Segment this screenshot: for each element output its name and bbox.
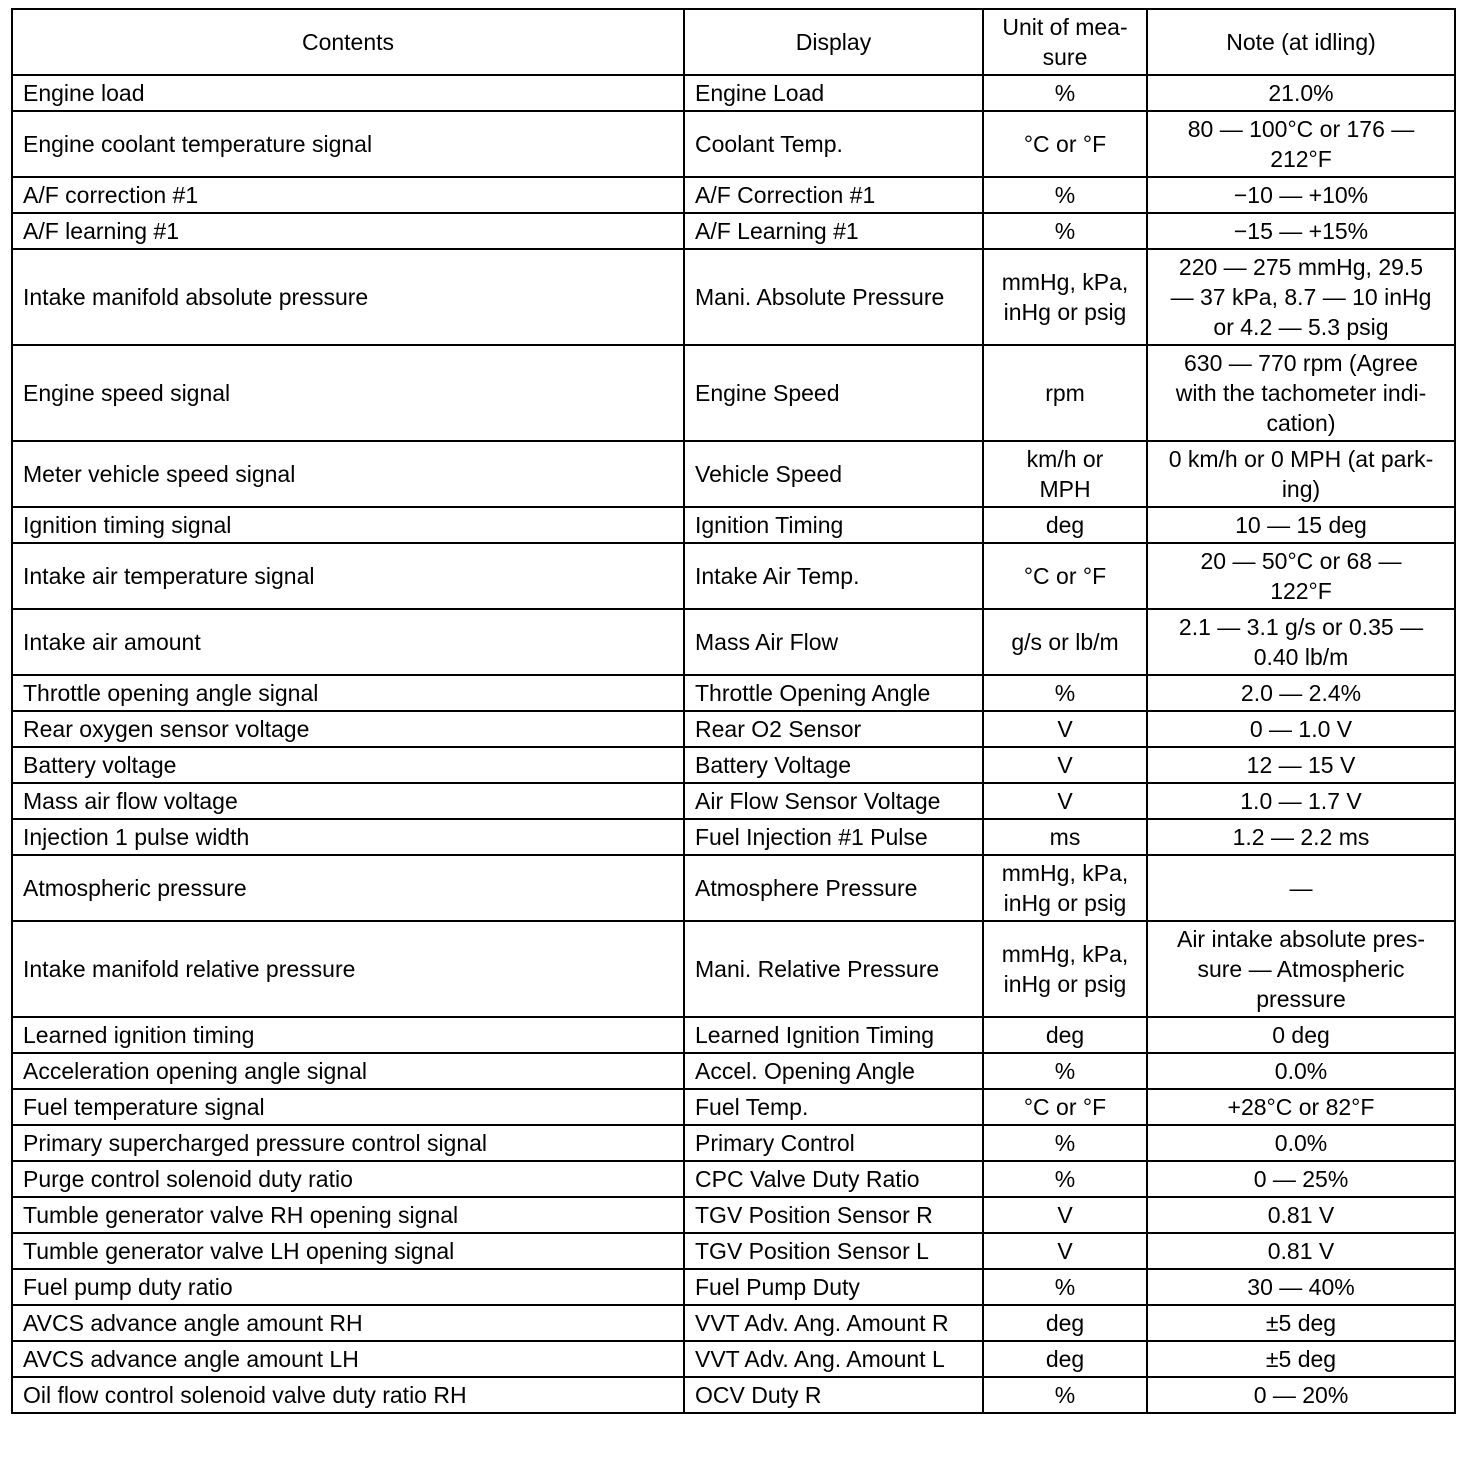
- table-row: [12, 213, 1455, 249]
- cell-note: 0 — 25%: [1147, 1161, 1455, 1197]
- cell-contents: Ignition timing signal: [12, 507, 684, 543]
- table-row: [12, 1161, 1455, 1197]
- cell-display: Air Flow Sensor Voltage: [684, 783, 983, 819]
- cell-unit: deg: [983, 507, 1147, 543]
- cell-display: Rear O2 Sensor: [684, 711, 983, 747]
- cell-display: VVT Adv. Ang. Amount L: [684, 1341, 983, 1377]
- cell-contents: Injection 1 pulse width: [12, 819, 684, 855]
- cell-unit: %: [983, 1125, 1147, 1161]
- cell-unit: ms: [983, 819, 1147, 855]
- cell-note: ±5 deg: [1147, 1341, 1455, 1377]
- table-row: [12, 345, 1455, 441]
- header-display: Display: [684, 9, 983, 75]
- cell-display: Vehicle Speed: [684, 441, 983, 507]
- data-monitor-table: [11, 8, 1456, 1414]
- table-row: [12, 1341, 1455, 1377]
- cell-contents: Fuel pump duty ratio: [12, 1269, 684, 1305]
- header-contents: Contents: [12, 9, 684, 75]
- cell-contents: Intake air temperature signal: [12, 543, 684, 609]
- cell-unit: deg: [983, 1017, 1147, 1053]
- cell-display: Fuel Temp.: [684, 1089, 983, 1125]
- cell-contents: Throttle opening angle signal: [12, 675, 684, 711]
- cell-contents: Intake manifold absolute pressure: [12, 249, 684, 345]
- table-body: [12, 75, 1455, 1413]
- cell-display: A/F Correction #1: [684, 177, 983, 213]
- cell-unit: %: [983, 1269, 1147, 1305]
- cell-display: TGV Position Sensor L: [684, 1233, 983, 1269]
- cell-unit: V: [983, 711, 1147, 747]
- cell-unit: deg: [983, 1341, 1147, 1377]
- cell-note: −10 — +10%: [1147, 177, 1455, 213]
- cell-unit: %: [983, 1377, 1147, 1413]
- cell-contents: Atmospheric pressure: [12, 855, 684, 921]
- cell-note: 80 — 100°C or 176 — 212°F: [1147, 111, 1455, 177]
- cell-unit: km/h or MPH: [983, 441, 1147, 507]
- cell-note: +28°C or 82°F: [1147, 1089, 1455, 1125]
- cell-contents: Intake air amount: [12, 609, 684, 675]
- cell-contents: Learned ignition timing: [12, 1017, 684, 1053]
- cell-display: Mass Air Flow: [684, 609, 983, 675]
- cell-unit: %: [983, 213, 1147, 249]
- header-unit: Unit of mea- sure: [983, 9, 1147, 75]
- cell-unit: °C or °F: [983, 1089, 1147, 1125]
- table-row: [12, 819, 1455, 855]
- cell-display: VVT Adv. Ang. Amount R: [684, 1305, 983, 1341]
- table-row: [12, 249, 1455, 345]
- cell-contents: Acceleration opening angle signal: [12, 1053, 684, 1089]
- cell-note: 0 deg: [1147, 1017, 1455, 1053]
- cell-unit: %: [983, 75, 1147, 111]
- cell-unit: mmHg, kPa, inHg or psig: [983, 921, 1147, 1017]
- table-row: [12, 855, 1455, 921]
- cell-display: Accel. Opening Angle: [684, 1053, 983, 1089]
- cell-unit: %: [983, 1161, 1147, 1197]
- table-row: [12, 921, 1455, 1017]
- table-row: [12, 609, 1455, 675]
- table-row: [12, 1233, 1455, 1269]
- table-row: [12, 75, 1455, 111]
- table-row: [12, 1017, 1455, 1053]
- cell-display: Fuel Pump Duty: [684, 1269, 983, 1305]
- cell-note: −15 — +15%: [1147, 213, 1455, 249]
- cell-display: Mani. Relative Pressure: [684, 921, 983, 1017]
- table-row: [12, 783, 1455, 819]
- cell-contents: Engine speed signal: [12, 345, 684, 441]
- table-row: [12, 1125, 1455, 1161]
- header-row: [12, 9, 1455, 75]
- table-row: [12, 711, 1455, 747]
- cell-unit: mmHg, kPa, inHg or psig: [983, 855, 1147, 921]
- cell-display: Throttle Opening Angle: [684, 675, 983, 711]
- cell-display: Battery Voltage: [684, 747, 983, 783]
- cell-unit: %: [983, 177, 1147, 213]
- cell-note: 0.81 V: [1147, 1197, 1455, 1233]
- cell-contents: Rear oxygen sensor voltage: [12, 711, 684, 747]
- cell-note: 220 — 275 mmHg, 29.5 — 37 kPa, 8.7 — 10 inHg or 4.2 — 5.3 psig: [1147, 249, 1455, 345]
- cell-unit: deg: [983, 1305, 1147, 1341]
- cell-unit: V: [983, 1197, 1147, 1233]
- cell-unit: rpm: [983, 345, 1147, 441]
- cell-display: Learned Ignition Timing: [684, 1017, 983, 1053]
- cell-unit: °C or °F: [983, 543, 1147, 609]
- cell-display: Intake Air Temp.: [684, 543, 983, 609]
- cell-display: Ignition Timing: [684, 507, 983, 543]
- cell-contents: Mass air flow voltage: [12, 783, 684, 819]
- cell-note: 0.0%: [1147, 1053, 1455, 1089]
- cell-display: Primary Control: [684, 1125, 983, 1161]
- cell-contents: A/F learning #1: [12, 213, 684, 249]
- cell-unit: mmHg, kPa, inHg or psig: [983, 249, 1147, 345]
- table-row: [12, 1197, 1455, 1233]
- cell-display: CPC Valve Duty Ratio: [684, 1161, 983, 1197]
- cell-contents: Primary supercharged pressure control signal: [12, 1125, 684, 1161]
- cell-unit: V: [983, 1233, 1147, 1269]
- cell-contents: AVCS advance angle amount LH: [12, 1341, 684, 1377]
- cell-note: 20 — 50°C or 68 — 122°F: [1147, 543, 1455, 609]
- table-row: [12, 543, 1455, 609]
- cell-contents: A/F correction #1: [12, 177, 684, 213]
- table-row: [12, 1305, 1455, 1341]
- cell-contents: Engine coolant temperature signal: [12, 111, 684, 177]
- cell-contents: AVCS advance angle amount RH: [12, 1305, 684, 1341]
- cell-note: 2.1 — 3.1 g/s or 0.35 — 0.40 lb/m: [1147, 609, 1455, 675]
- cell-contents: Tumble generator valve RH opening signal: [12, 1197, 684, 1233]
- cell-note: 0 — 1.0 V: [1147, 711, 1455, 747]
- cell-note: 10 — 15 deg: [1147, 507, 1455, 543]
- table-row: [12, 747, 1455, 783]
- cell-note: 0.81 V: [1147, 1233, 1455, 1269]
- cell-display: Fuel Injection #1 Pulse: [684, 819, 983, 855]
- cell-unit: V: [983, 783, 1147, 819]
- cell-contents: Oil flow control solenoid valve duty ratio RH: [12, 1377, 684, 1413]
- cell-contents: Engine load: [12, 75, 684, 111]
- table-row: [12, 1377, 1455, 1413]
- cell-contents: Tumble generator valve LH opening signal: [12, 1233, 684, 1269]
- cell-note: ±5 deg: [1147, 1305, 1455, 1341]
- cell-display: Engine Load: [684, 75, 983, 111]
- cell-note: 630 — 770 rpm (Agree with the tachometer indi- cation): [1147, 345, 1455, 441]
- cell-display: Engine Speed: [684, 345, 983, 441]
- table-row: [12, 177, 1455, 213]
- cell-display: OCV Duty R: [684, 1377, 983, 1413]
- cell-contents: Intake manifold relative pressure: [12, 921, 684, 1017]
- cell-unit: %: [983, 675, 1147, 711]
- cell-contents: Purge control solenoid duty ratio: [12, 1161, 684, 1197]
- cell-note: 0 km/h or 0 MPH (at park- ing): [1147, 441, 1455, 507]
- cell-note: 12 — 15 V: [1147, 747, 1455, 783]
- cell-note: Air intake absolute pres- sure — Atmospheric pressure: [1147, 921, 1455, 1017]
- cell-contents: Fuel temperature signal: [12, 1089, 684, 1125]
- cell-unit: °C or °F: [983, 111, 1147, 177]
- cell-note: 30 — 40%: [1147, 1269, 1455, 1305]
- cell-unit: %: [983, 1053, 1147, 1089]
- cell-note: 1.2 — 2.2 ms: [1147, 819, 1455, 855]
- table-row: [12, 507, 1455, 543]
- cell-unit: V: [983, 747, 1147, 783]
- table-row: [12, 1053, 1455, 1089]
- table-row: [12, 1089, 1455, 1125]
- cell-contents: Battery voltage: [12, 747, 684, 783]
- cell-note: 21.0%: [1147, 75, 1455, 111]
- cell-display: TGV Position Sensor R: [684, 1197, 983, 1233]
- cell-note: 1.0 — 1.7 V: [1147, 783, 1455, 819]
- header-note: Note (at idling): [1147, 9, 1455, 75]
- table-row: [12, 1269, 1455, 1305]
- cell-note: 0 — 20%: [1147, 1377, 1455, 1413]
- cell-contents: Meter vehicle speed signal: [12, 441, 684, 507]
- table-row: [12, 441, 1455, 507]
- cell-display: Coolant Temp.: [684, 111, 983, 177]
- table-row: [12, 675, 1455, 711]
- cell-display: Atmosphere Pressure: [684, 855, 983, 921]
- cell-note: —: [1147, 855, 1455, 921]
- cell-display: Mani. Absolute Pressure: [684, 249, 983, 345]
- cell-note: 0.0%: [1147, 1125, 1455, 1161]
- cell-display: A/F Learning #1: [684, 213, 983, 249]
- table-row: [12, 111, 1455, 177]
- cell-note: 2.0 — 2.4%: [1147, 675, 1455, 711]
- cell-unit: g/s or lb/m: [983, 609, 1147, 675]
